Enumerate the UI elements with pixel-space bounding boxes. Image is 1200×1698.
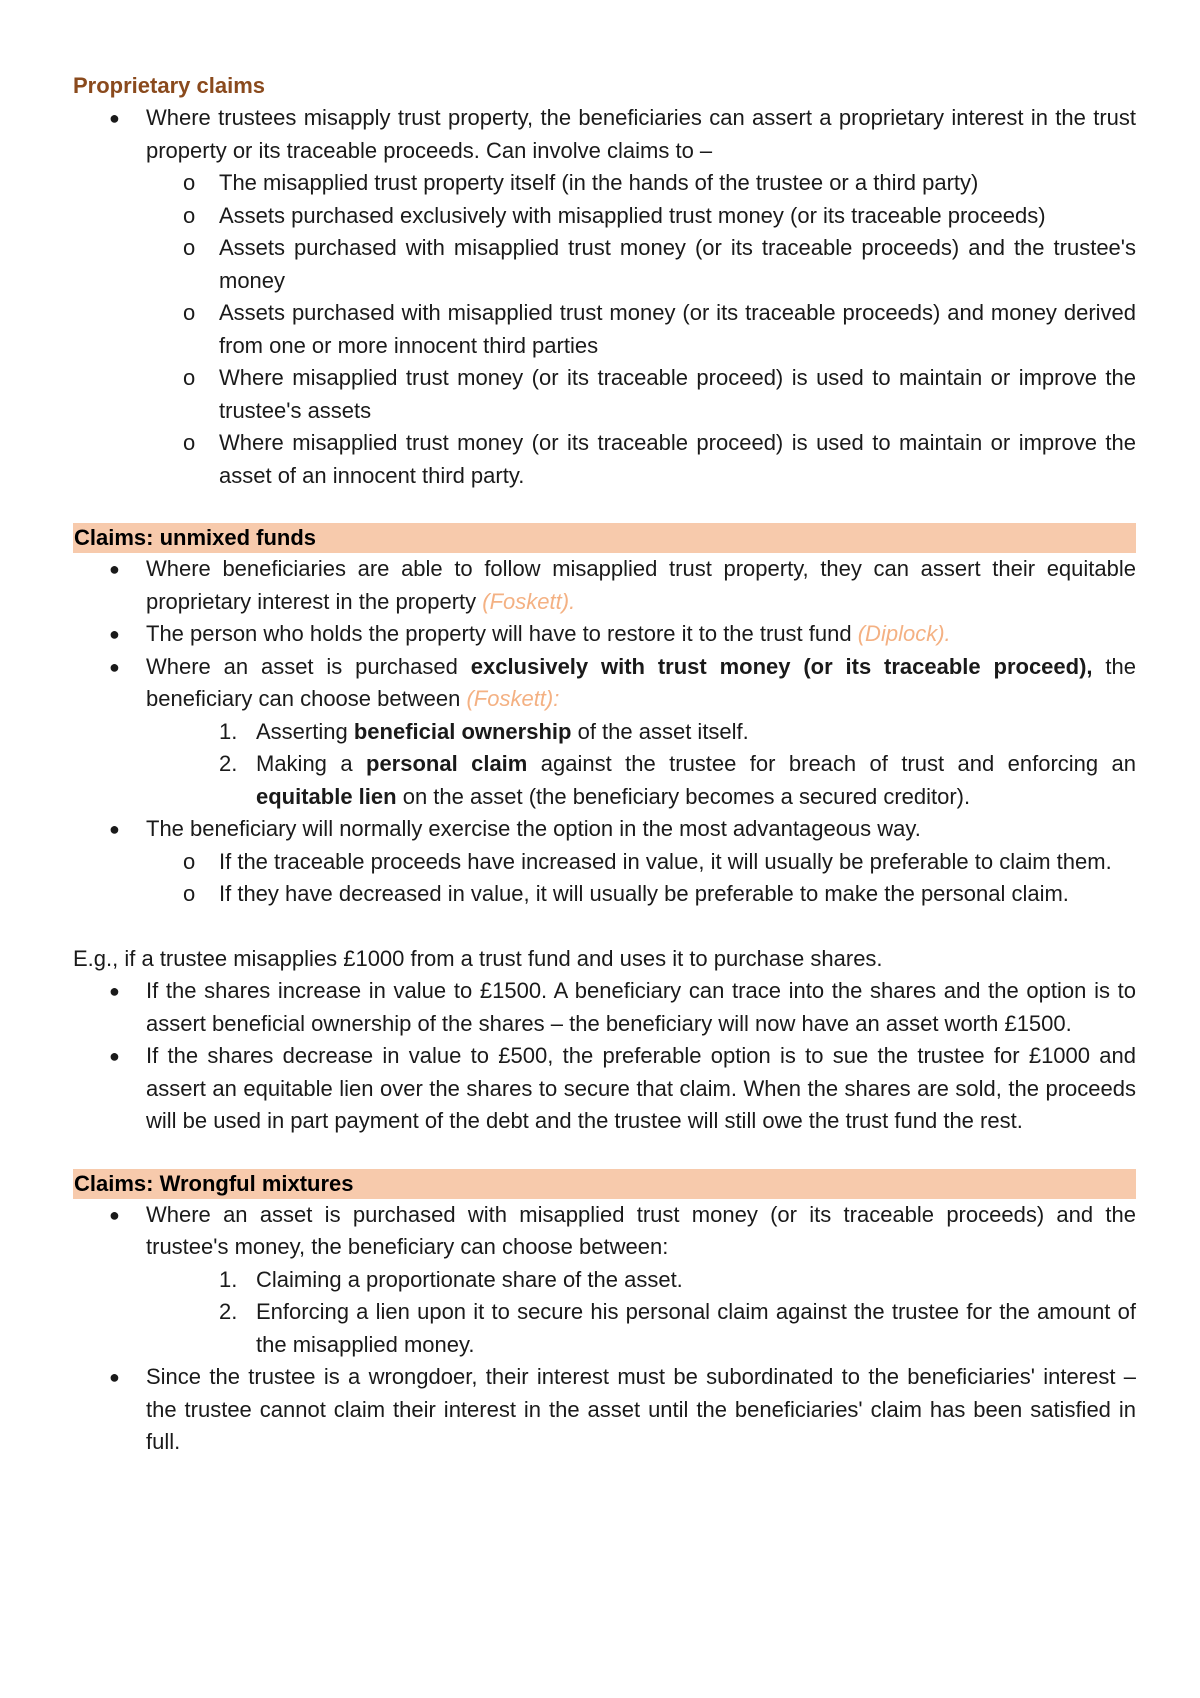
document-page xyxy=(73,70,1136,1459)
case-citation: (Foskett). xyxy=(482,588,576,614)
sub-bullet-item: o Assets purchased exclusively with misapplied trust money (or its traceable proceeds) xyxy=(73,200,1136,233)
list-number: 1. xyxy=(219,718,238,744)
spacer xyxy=(73,911,1136,943)
bullet-item: ● Where trustees misapply trust property, the beneficiaries can assert a proprietary interest in the trust property or its traceable proceeds. Can involve claims to – xyxy=(73,102,1136,167)
bullet-icon: ● xyxy=(109,656,120,677)
case-citation: (Diplock). xyxy=(857,621,951,646)
circle-bullet-icon: o xyxy=(183,170,196,195)
sub-bullet-item: o The misapplied trust property itself (in the hands of the trustee or a third party) xyxy=(73,167,1136,200)
spacer xyxy=(73,492,1136,523)
sub-bullet-item: o If the traceable proceeds have increased in value, it will usually be preferable to claim them. xyxy=(73,846,1136,879)
section-heading-wrongful-mixtures: Claims: Wrongful mixtures xyxy=(73,1169,1136,1199)
bullet-item: ● The beneficiary will normally exercise the option in the most advantageous way. xyxy=(73,813,1136,846)
circle-bullet-icon: o xyxy=(183,365,196,390)
numbered-item: 2. Enforcing a lien upon it to secure his personal claim against the trustee for the amount of the misapplied money. xyxy=(73,1296,1136,1361)
sub-bullet-item: o Assets purchased with misapplied trust money (or its traceable proceeds) and the trustee's money xyxy=(73,232,1136,297)
sub-bullet-item: o Where misapplied trust money (or its traceable proceed) is used to maintain or improve the trustee's assets xyxy=(73,362,1136,427)
sub-bullet-item: o If they have decreased in value, it will usually be preferable to make the personal claim. xyxy=(73,878,1136,911)
bullet-item: ● If the shares decrease in value to £500, the preferable option is to sue the trustee for £1000 and assert an equitable lien over the shares to secure that claim. When the shares are sold, the proceeds will be used in part payment of the debt and the trustee will still owe the trust fund the rest. xyxy=(73,1040,1136,1138)
case-citation: (Foskett): xyxy=(466,686,560,711)
bullet-icon: ● xyxy=(109,1046,120,1066)
circle-bullet-icon: o xyxy=(183,300,196,325)
bullet-item: ● If the shares increase in value to £1500. A beneficiary can trace into the shares and the option is to assert beneficial ownership of the shares – the beneficiary will now have an asset worth £1500. xyxy=(73,975,1136,1040)
bullet-item: ● The person who holds the property will have to restore it to the trust fund (Diplock). xyxy=(73,618,1136,651)
bullet-icon: ● xyxy=(109,559,120,579)
section-heading-unmixed-funds: Claims: unmixed funds xyxy=(73,523,1136,553)
bullet-icon: ● xyxy=(109,1367,120,1387)
circle-bullet-icon: o xyxy=(183,202,196,228)
bullet-item: ● Where an asset is purchased with misapplied trust money (or its traceable proceeds) and the trustee's money, the beneficiary can choose between: xyxy=(73,1199,1136,1264)
bullet-item: ● Where an asset is purchased exclusively with trust money (or its traceable proceed), the beneficiary can choose between (Foskett): xyxy=(73,651,1136,716)
bullet-icon: ● xyxy=(109,1204,120,1225)
list-number: 1. xyxy=(219,1266,238,1292)
circle-bullet-icon: o xyxy=(183,881,196,906)
numbered-item: 2. Making a personal claim against the trustee for breach of trust and enforcing an equitable lien on the asset (the beneficiary becomes a secured creditor). xyxy=(73,748,1136,813)
spacer xyxy=(73,1138,1136,1169)
sub-bullet-item: o Assets purchased with misapplied trust money (or its traceable proceeds) and money derived from one or more innocent third parties xyxy=(73,297,1136,362)
bullet-icon: ● xyxy=(109,624,120,644)
bullet-item: ● Since the trustee is a wrongdoer, their interest must be subordinated to the beneficiaries' interest – the trustee cannot claim their interest in the asset until the beneficiaries' claim has been satisfied in full. xyxy=(73,1361,1136,1459)
bullet-icon: ● xyxy=(109,981,120,1001)
sub-bullet-item: o Where misapplied trust money (or its traceable proceed) is used to maintain or improve the asset of an innocent third party. xyxy=(73,427,1136,492)
list-number: 2. xyxy=(219,1299,238,1324)
numbered-item: 1. Claiming a proportionate share of the asset. xyxy=(73,1264,1136,1297)
circle-bullet-icon: o xyxy=(183,235,196,260)
section-heading-proprietary-claims: Proprietary claims xyxy=(73,73,265,98)
circle-bullet-icon: o xyxy=(183,848,196,874)
bullet-icon: ● xyxy=(109,819,120,839)
numbered-item: 1. Asserting beneficial ownership of the asset itself. xyxy=(73,716,1136,749)
bullet-item: ● Where beneficiaries are able to follow misapplied trust property, they can assert their equitable proprietary interest in the property (Foskett). xyxy=(73,553,1136,618)
circle-bullet-icon: o xyxy=(183,430,196,455)
list-number: 2. xyxy=(219,751,238,776)
bullet-icon: ● xyxy=(109,108,120,128)
example-paragraph: E.g., if a trustee misapplies £1000 from a trust fund and uses it to purchase shares. xyxy=(73,945,883,971)
